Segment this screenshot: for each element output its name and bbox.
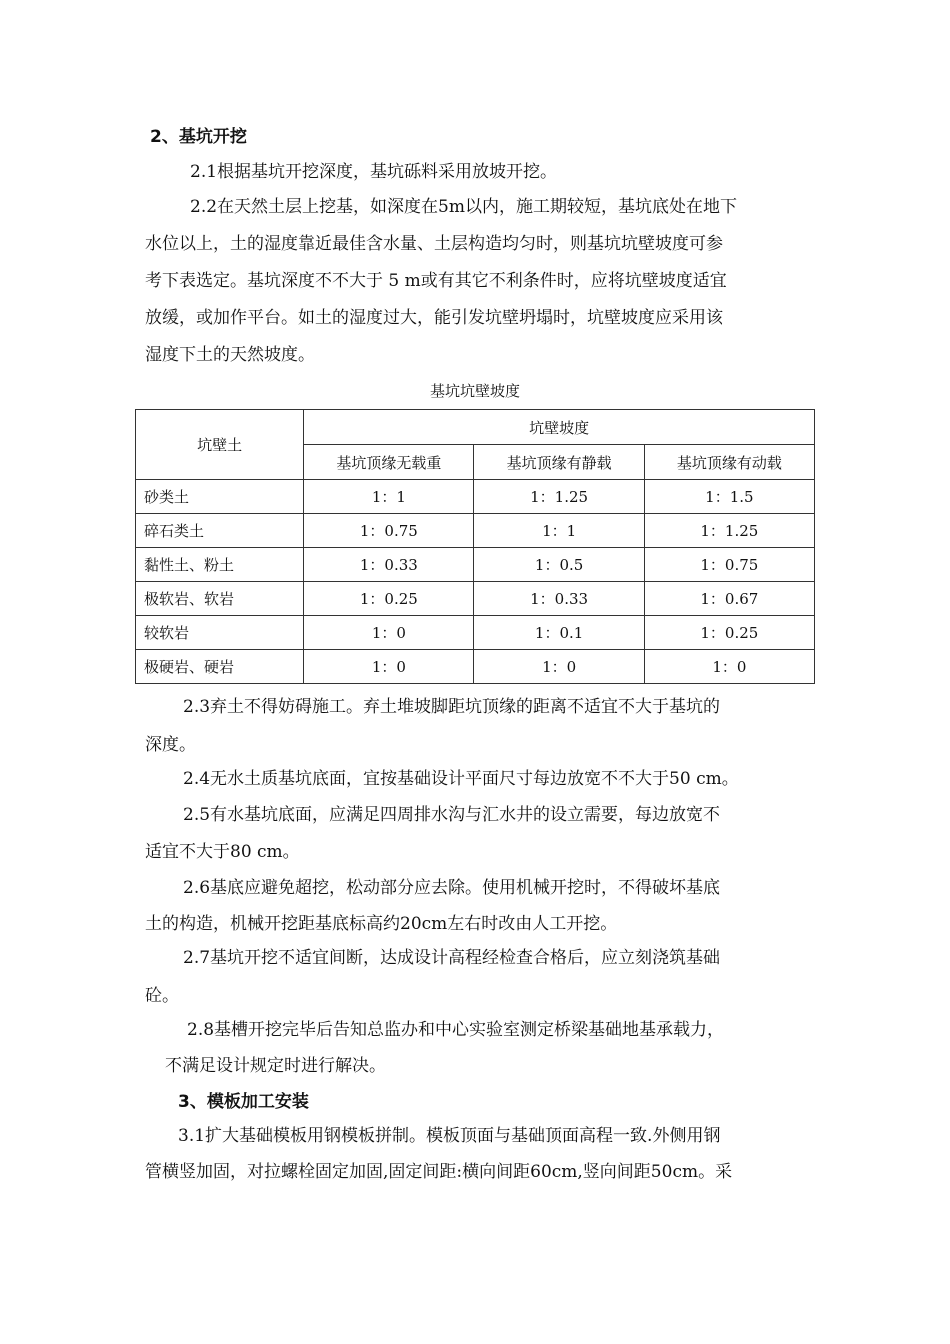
paragraph-2-7-line-1: 2.7基坑开挖不适宜间断，达成设计高程经检查合格后，应立刻浇筑基础	[183, 948, 721, 968]
cell-soil: 碎石类土	[136, 514, 304, 548]
paragraph-2-3-line-1: 2.3弃土不得妨碍施工。弃土堆坡脚距坑顶缘的距离不适宜不大于基坑的	[183, 697, 721, 717]
table-row	[136, 582, 815, 616]
cell-value: 1：1	[474, 514, 644, 548]
paragraph-2-6-line-1: 2.6基底应避免超挖，松动部分应去除。使用机械开挖时，不得破坏基底	[183, 878, 721, 898]
cell-value: 1：0	[474, 650, 644, 684]
paragraph-2-4: 2.4无水土质基坑底面，宜按基础设计平面尺寸每边放宽不不大于50 cm。	[183, 769, 739, 789]
header-slope-group: 坑壁坡度	[304, 410, 815, 445]
table-row	[136, 548, 815, 582]
paragraph-2-5-line-1: 2.5有水基坑底面，应满足四周排水沟与汇水井的设立需要，每边放宽不	[183, 805, 721, 825]
paragraph-2-1: 2.1根据基坑开挖深度，基坑砾料采用放坡开挖。	[190, 162, 558, 182]
table-row	[136, 480, 815, 514]
paragraph-2-2-line-1: 2.2在天然土层上挖基，如深度在5m以内，施工期较短，基坑底处在地下	[190, 197, 737, 217]
cell-soil: 黏性土、粉土	[136, 548, 304, 582]
subheader-dynamic-load: 基坑顶缘有动载	[644, 445, 814, 480]
cell-value: 1：0.5	[474, 548, 644, 582]
table-row	[136, 650, 815, 684]
table-caption: 基坑坑壁坡度	[429, 382, 520, 400]
paragraph-2-7-line-2: 砼。	[145, 986, 179, 1006]
paragraph-2-6-line-2: 土的构造，机械开挖距基底标高约20cm左右时改由人工开挖。	[145, 914, 618, 934]
cell-soil: 砂类土	[136, 480, 304, 514]
cell-value: 1：0.1	[474, 616, 644, 650]
cell-soil: 较软岩	[136, 616, 304, 650]
paragraph-2-8-line-2: 不满足设计规定时进行解决。	[165, 1056, 386, 1076]
table-header-row	[136, 410, 815, 445]
table-row	[136, 616, 815, 650]
paragraph-2-8-line-1: 2.8基槽开挖完毕后告知总监办和中心实验室测定桥梁基础地基承载力，	[187, 1020, 725, 1040]
paragraph-2-5-line-2: 适宜不大于80 cm。	[145, 842, 300, 862]
section-3-heading: 3、模板加工安装	[178, 1092, 309, 1112]
cell-value: 1：1.25	[644, 514, 814, 548]
cell-soil: 极硬岩、硬岩	[136, 650, 304, 684]
paragraph-2-3-line-2: 深度。	[145, 735, 196, 755]
cell-value: 1：0.67	[644, 582, 814, 616]
paragraph-2-2-line-5: 湿度下土的天然坡度。	[145, 345, 315, 365]
slope-table	[135, 409, 815, 684]
subheader-static-load: 基坑顶缘有静载	[474, 445, 644, 480]
paragraph-3-1-line-1: 3.1扩大基础模板用钢模板拼制。模板顶面与基础顶面高程一致.外侧用钢	[178, 1126, 721, 1146]
paragraph-3-1-line-2: 管横竖加固，对拉螺栓固定加固,固定间距:横向间距60cm,竖向间距50cm。采	[145, 1162, 733, 1182]
header-soil: 坑壁土	[136, 410, 304, 480]
cell-soil: 极软岩、软岩	[136, 582, 304, 616]
cell-value: 1：0.75	[304, 514, 474, 548]
table-row	[136, 514, 815, 548]
cell-value: 1：0.33	[474, 582, 644, 616]
cell-value: 1：0.25	[304, 582, 474, 616]
cell-value: 1：0.25	[644, 616, 814, 650]
cell-value: 1：0.33	[304, 548, 474, 582]
paragraph-2-2-line-2: 水位以上，土的湿度靠近最佳含水量、土层构造均匀时，则基坑坑壁坡度可参	[145, 234, 723, 254]
cell-value: 1：0	[304, 650, 474, 684]
cell-value: 1：1.5	[644, 480, 814, 514]
section-2-heading: 2、基坑开挖	[150, 127, 247, 147]
paragraph-2-2-line-3: 考下表选定。基坑深度不不大于 5 m或有其它不利条件时，应将坑壁坡度适宜	[145, 271, 727, 291]
paragraph-2-2-line-4: 放缓，或加作平台。如土的湿度过大，能引发坑壁坍塌时，坑壁坡度应采用该	[145, 308, 723, 328]
cell-value: 1：1.25	[474, 480, 644, 514]
cell-value: 1：0.75	[644, 548, 814, 582]
cell-value: 1：1	[304, 480, 474, 514]
cell-value: 1：0	[304, 616, 474, 650]
cell-value: 1：0	[644, 650, 814, 684]
subheader-no-load: 基坑顶缘无载重	[304, 445, 474, 480]
